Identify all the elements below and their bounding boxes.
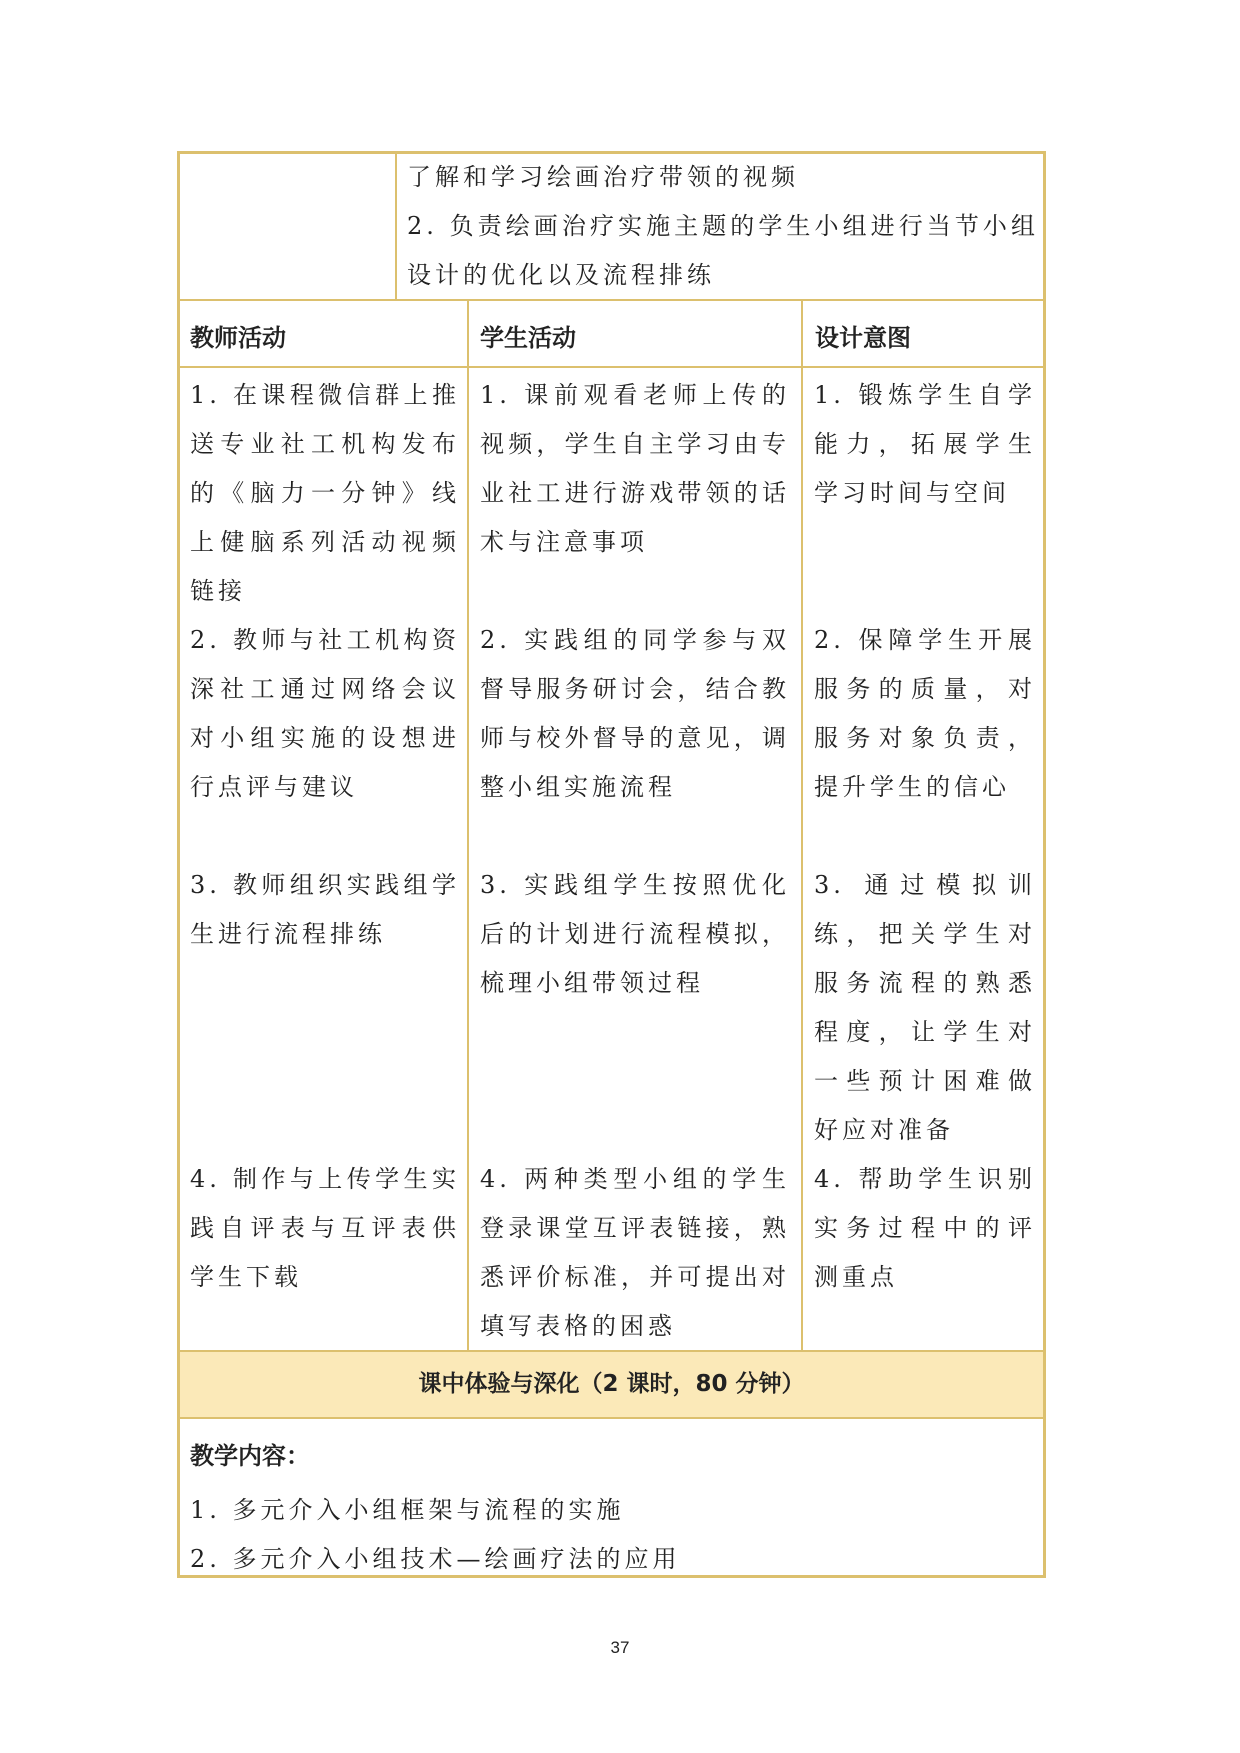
column-divider: [801, 301, 803, 1350]
student-activity-2: 2. 实践组的同学参与双督导服务研讨会，结合教师与校外督导的意见，调整小组实施流程: [480, 626, 790, 801]
section-title: 课中体验与深化（2 课时，80 分钟）: [418, 1371, 805, 1397]
design-intent-2: 2. 保障学生开展服务的质量，对服务对象负责，提升学生的信心: [814, 626, 1036, 801]
teacher-activity-1: 1. 在课程微信群上推送专业社工机构发布的《脑力一分钟》线上健脑系列活动视频链接: [190, 381, 460, 605]
student-activity-4: 4. 两种类型小组的学生登录课堂互评表链接，熟悉评价标准，并可提出对填写表格的困惑: [480, 1165, 790, 1340]
header-teacher-activity: 教师活动: [190, 324, 286, 352]
student-activity-3: 3. 实践组学生按照优化后的计划进行流程模拟，梳理小组带领过程: [480, 871, 790, 997]
top-cell-line: 了解和学习绘画治疗带领的视频: [407, 163, 799, 191]
header-student-activity: 学生活动: [480, 324, 576, 352]
row-divider: [180, 366, 1043, 368]
teacher-activity-4: 4. 制作与上传学生实践自评表与互评表供学生下载: [190, 1165, 460, 1291]
teacher-activity-2: 2. 教师与社工机构资深社工通过网络会议对小组实施的设想进行点评与建议: [190, 626, 460, 801]
student-activity-1: 1. 课前观看老师上传的视频，学生自主学习由专业社工进行游戏带领的话术与注意事项: [480, 381, 790, 556]
teaching-content-item-2: 2. 多元介入小组技术—绘画疗法的应用: [190, 1545, 681, 1573]
teaching-content-item-1: 1. 多元介入小组框架与流程的实施: [190, 1496, 625, 1524]
teacher-activity-3: 3. 教师组织实践组学生进行流程排练: [190, 871, 460, 948]
design-intent-1: 1. 锻炼学生自学能力，拓展学生学习时间与空间: [814, 381, 1036, 507]
design-intent-4: 4. 帮助学生识别实务过程中的评测重点: [814, 1165, 1036, 1291]
page-number: 37: [610, 1638, 630, 1657]
design-intent-3: 3. 通过模拟训练，把关学生对服务流程的熟悉程度，让学生对一些预计困难做好应对准备: [814, 871, 1036, 1144]
column-divider: [467, 301, 469, 1350]
top-cell-text: [407, 153, 1039, 300]
teaching-content-label: 教学内容：: [190, 1442, 310, 1470]
row-divider: [180, 1417, 1043, 1419]
header-design-intent: 设计意图: [815, 324, 911, 352]
top-cell-line: 2. 负责绘画治疗实施主题的学生小组进行当节小组设计的优化以及流程排练: [407, 212, 1039, 289]
column-divider: [395, 154, 397, 299]
